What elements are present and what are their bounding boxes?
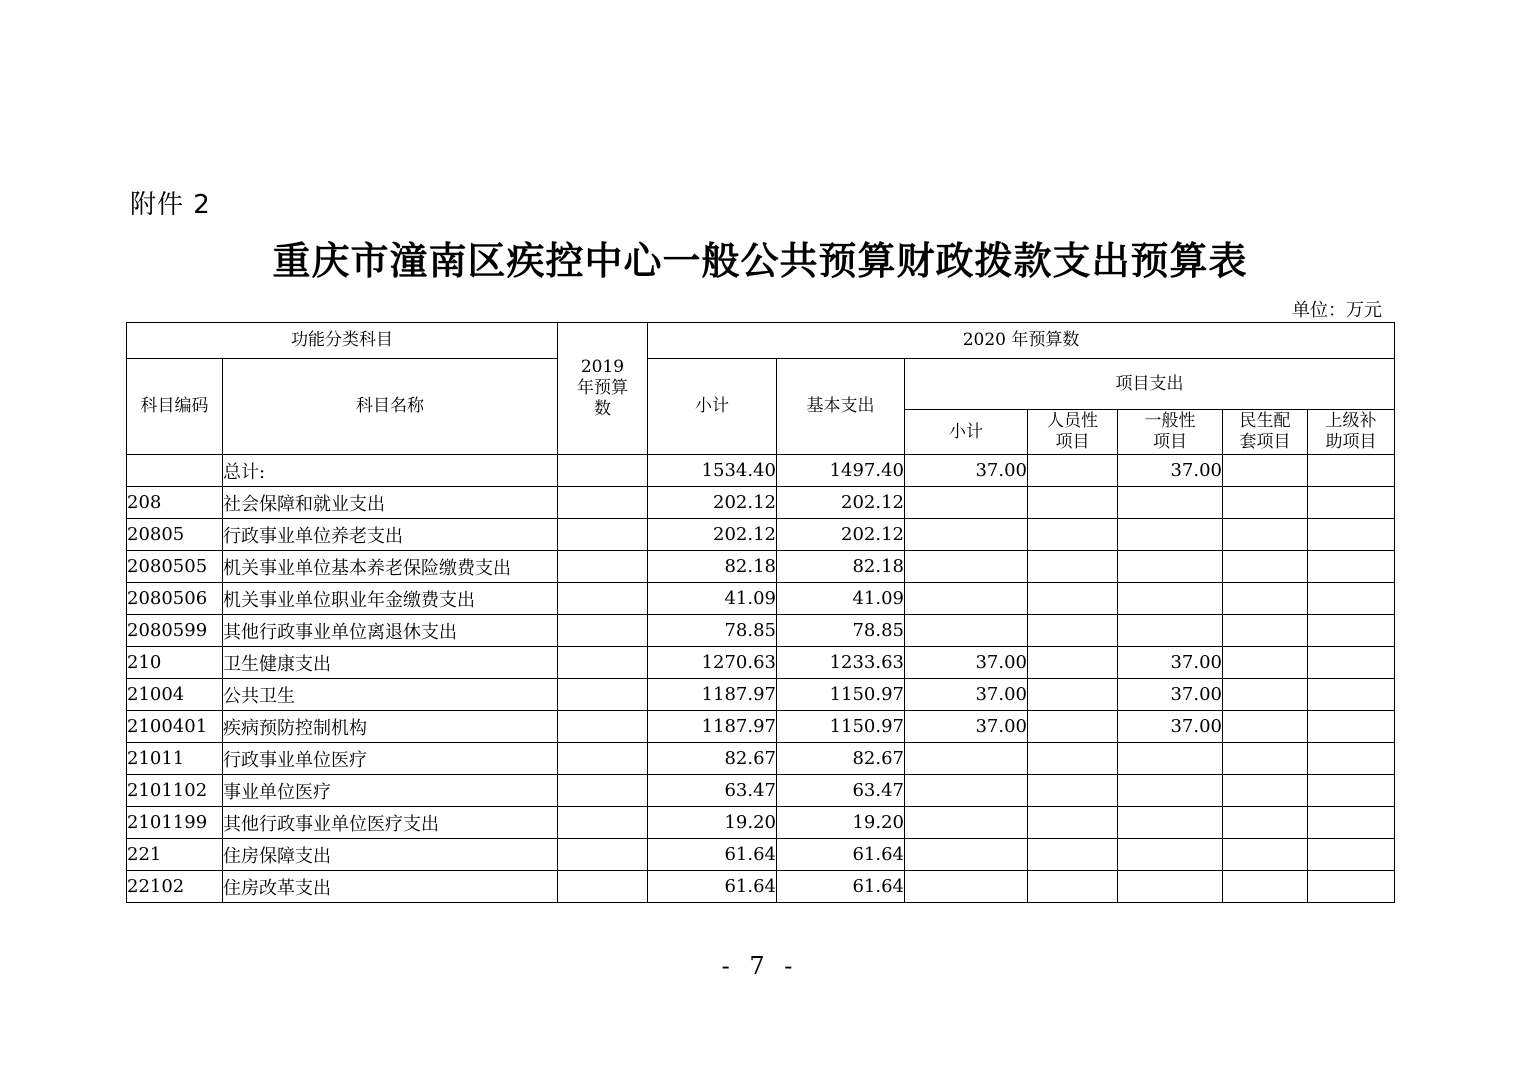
cell-basic-expense: 1150.97 [777,711,905,743]
cell-project-subtotal [905,807,1028,839]
cell-superior-subsidy [1308,647,1395,679]
cell-basic-expense: 202.12 [777,519,905,551]
cell-prev-budget [558,711,648,743]
cell-general-project: 37.00 [1118,711,1223,743]
cell-general-project [1118,487,1223,519]
cell-subtotal: 61.64 [648,871,777,903]
cell-project-subtotal [905,583,1028,615]
attachment-label: 附件 2 [130,190,211,220]
cell-basic-expense: 1150.97 [777,679,905,711]
header-project-subtotal: 小计 [905,410,1028,455]
cell-livelihood-project [1223,679,1308,711]
cell-general-project [1118,615,1223,647]
cell-project-subtotal [905,743,1028,775]
cell-livelihood-project [1223,743,1308,775]
cell-personnel-project [1028,743,1118,775]
cell-project-subtotal [905,519,1028,551]
cell-code: 208 [127,487,223,519]
cell-basic-expense: 61.64 [777,871,905,903]
cell-personnel-project [1028,519,1118,551]
table-row [127,807,1395,839]
table-row [127,615,1395,647]
header-superior-subsidy: 上级补助项目 [1308,410,1395,455]
cell-subtotal: 202.12 [648,487,777,519]
cell-prev-budget [558,775,648,807]
cell-name: 机关事业单位职业年金缴费支出 [223,583,558,615]
cell-code: 221 [127,839,223,871]
cell-name: 住房改革支出 [223,871,558,903]
cell-code: 2101102 [127,775,223,807]
table-row [127,839,1395,871]
cell-superior-subsidy [1308,583,1395,615]
table-row [127,455,1395,487]
cell-general-project [1118,871,1223,903]
cell-subtotal: 1187.97 [648,711,777,743]
cell-name: 住房保障支出 [223,839,558,871]
cell-code: 21004 [127,679,223,711]
cell-prev-budget [558,519,648,551]
cell-general-project [1118,583,1223,615]
cell-livelihood-project [1223,583,1308,615]
cell-subtotal: 82.67 [648,743,777,775]
cell-personnel-project [1028,775,1118,807]
cell-general-project [1118,775,1223,807]
cell-code: 20805 [127,519,223,551]
cell-basic-expense: 19.20 [777,807,905,839]
cell-personnel-project [1028,839,1118,871]
cell-superior-subsidy [1308,615,1395,647]
cell-livelihood-project [1223,551,1308,583]
cell-prev-budget [558,807,648,839]
cell-code: 22102 [127,871,223,903]
cell-personnel-project [1028,711,1118,743]
cell-name: 其他行政事业单位医疗支出 [223,807,558,839]
cell-livelihood-project [1223,775,1308,807]
header-general-project: 一般性项目 [1118,410,1223,455]
table-row [127,711,1395,743]
cell-personnel-project [1028,487,1118,519]
cell-general-project [1118,519,1223,551]
cell-subtotal: 19.20 [648,807,777,839]
cell-subtotal: 1270.63 [648,647,777,679]
table-row [127,583,1395,615]
cell-project-subtotal: 37.00 [905,679,1028,711]
cell-basic-expense: 82.67 [777,743,905,775]
cell-livelihood-project [1223,807,1308,839]
cell-code [127,455,223,487]
header-function-category: 功能分类科目 [127,323,558,359]
cell-superior-subsidy [1308,519,1395,551]
cell-basic-expense: 82.18 [777,551,905,583]
cell-personnel-project [1028,679,1118,711]
cell-basic-expense: 202.12 [777,487,905,519]
cell-superior-subsidy [1308,455,1395,487]
cell-livelihood-project [1223,487,1308,519]
cell-subtotal: 1534.40 [648,455,777,487]
cell-basic-expense: 1233.63 [777,647,905,679]
cell-personnel-project [1028,615,1118,647]
header-subject-code: 科目编码 [127,359,223,455]
cell-subtotal: 61.64 [648,839,777,871]
table-row [127,487,1395,519]
cell-subtotal: 41.09 [648,583,777,615]
cell-name: 总计: [223,455,558,487]
page-number: - 7 - [721,952,799,980]
cell-prev-budget [558,487,648,519]
cell-subtotal: 1187.97 [648,679,777,711]
cell-personnel-project [1028,871,1118,903]
cell-superior-subsidy [1308,775,1395,807]
cell-prev-budget [558,551,648,583]
cell-prev-budget [558,647,648,679]
cell-livelihood-project [1223,839,1308,871]
table-body [127,455,1395,903]
cell-livelihood-project [1223,647,1308,679]
cell-livelihood-project [1223,711,1308,743]
cell-code: 2080505 [127,551,223,583]
cell-general-project: 37.00 [1118,679,1223,711]
header-curr-budget: 2020 年预算数 [648,323,1395,359]
cell-personnel-project [1028,583,1118,615]
table-row [127,775,1395,807]
cell-name: 社会保障和就业支出 [223,487,558,519]
cell-basic-expense: 1497.40 [777,455,905,487]
cell-livelihood-project [1223,455,1308,487]
cell-general-project: 37.00 [1118,455,1223,487]
cell-general-project [1118,551,1223,583]
cell-project-subtotal [905,839,1028,871]
header-livelihood-project: 民生配套项目 [1223,410,1308,455]
cell-superior-subsidy [1308,871,1395,903]
cell-superior-subsidy [1308,551,1395,583]
cell-project-subtotal [905,615,1028,647]
cell-name: 事业单位医疗 [223,775,558,807]
cell-superior-subsidy [1308,711,1395,743]
cell-prev-budget [558,679,648,711]
cell-subtotal: 82.18 [648,551,777,583]
cell-code: 2080599 [127,615,223,647]
header-project-expense: 项目支出 [905,359,1395,410]
unit-label: 单位：万元 [1292,300,1382,321]
cell-subtotal: 78.85 [648,615,777,647]
table-row [127,871,1395,903]
table-row [127,551,1395,583]
cell-livelihood-project [1223,871,1308,903]
cell-name: 公共卫生 [223,679,558,711]
cell-superior-subsidy [1308,839,1395,871]
cell-general-project: 37.00 [1118,647,1223,679]
header-basic-expense: 基本支出 [777,359,905,455]
cell-code: 21011 [127,743,223,775]
cell-prev-budget [558,455,648,487]
cell-basic-expense: 63.47 [777,775,905,807]
page-title: 重庆市潼南区疾控中心一般公共预算财政拨款支出预算表 [272,239,1248,283]
cell-project-subtotal [905,487,1028,519]
cell-project-subtotal: 37.00 [905,711,1028,743]
cell-superior-subsidy [1308,487,1395,519]
header-subject-name: 科目名称 [223,359,558,455]
cell-general-project [1118,839,1223,871]
table-row [127,647,1395,679]
budget-table [126,322,1395,903]
cell-general-project [1118,743,1223,775]
cell-basic-expense: 41.09 [777,583,905,615]
cell-livelihood-project [1223,519,1308,551]
cell-personnel-project [1028,455,1118,487]
table-row [127,519,1395,551]
cell-code: 2101199 [127,807,223,839]
header-prev-budget: 2019 年预算数 [558,323,648,455]
cell-code: 210 [127,647,223,679]
cell-personnel-project [1028,551,1118,583]
table-header [127,323,1395,455]
cell-superior-subsidy [1308,807,1395,839]
cell-superior-subsidy [1308,743,1395,775]
cell-name: 疾病预防控制机构 [223,711,558,743]
cell-code: 2100401 [127,711,223,743]
cell-prev-budget [558,743,648,775]
cell-livelihood-project [1223,615,1308,647]
cell-project-subtotal [905,551,1028,583]
cell-prev-budget [558,871,648,903]
cell-name: 其他行政事业单位离退休支出 [223,615,558,647]
cell-name: 卫生健康支出 [223,647,558,679]
cell-project-subtotal [905,775,1028,807]
cell-personnel-project [1028,807,1118,839]
cell-project-subtotal: 37.00 [905,455,1028,487]
cell-general-project [1118,807,1223,839]
cell-prev-budget [558,615,648,647]
table-row [127,743,1395,775]
cell-code: 2080506 [127,583,223,615]
cell-project-subtotal [905,871,1028,903]
header-personnel-project: 人员性项目 [1028,410,1118,455]
cell-basic-expense: 61.64 [777,839,905,871]
cell-project-subtotal: 37.00 [905,647,1028,679]
cell-superior-subsidy [1308,679,1395,711]
cell-personnel-project [1028,647,1118,679]
cell-subtotal: 202.12 [648,519,777,551]
cell-name: 行政事业单位养老支出 [223,519,558,551]
cell-prev-budget [558,839,648,871]
cell-name: 行政事业单位医疗 [223,743,558,775]
cell-prev-budget [558,583,648,615]
table-row [127,679,1395,711]
cell-name: 机关事业单位基本养老保险缴费支出 [223,551,558,583]
cell-subtotal: 63.47 [648,775,777,807]
header-subtotal: 小计 [648,359,777,455]
cell-basic-expense: 78.85 [777,615,905,647]
